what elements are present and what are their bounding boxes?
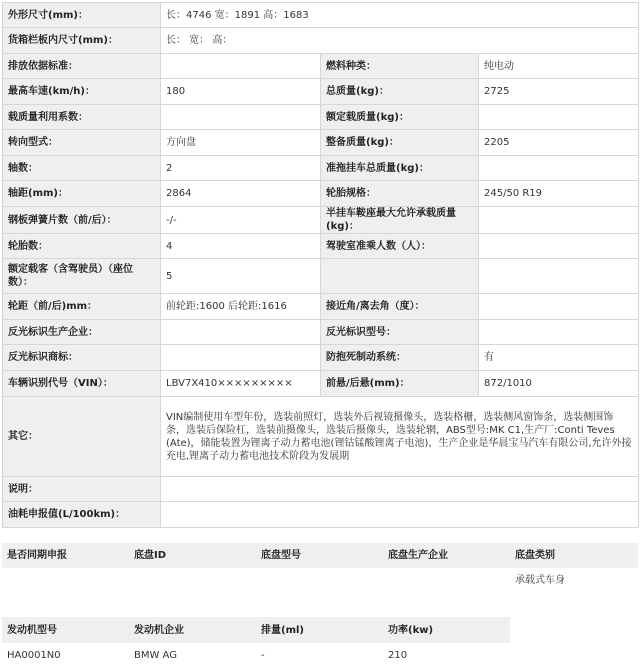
chassis-cell-chassis-type: 承载式车身 — [510, 568, 638, 592]
spec-label: 轴数： — [3, 156, 161, 181]
chassis-table — [2, 543, 638, 592]
spec-value — [479, 320, 639, 345]
spec-label: 油耗申报值(L/100km)： — [3, 502, 161, 528]
spec-label: 说明： — [3, 477, 161, 502]
spec-value — [479, 259, 639, 294]
chassis-header-chassis-id: 底盘ID — [129, 543, 256, 568]
spec-value: 2205 — [479, 130, 639, 156]
spec-row — [3, 345, 639, 371]
spec-value — [479, 294, 639, 320]
spec-label: 轮胎规格： — [321, 181, 479, 207]
spec-label: 前悬/后悬(mm)： — [321, 371, 479, 397]
spec-value: 245/50 R19 — [479, 181, 639, 207]
spec-label: 钢板弹簧片数（前/后）： — [3, 207, 161, 234]
spec-value: 5 — [161, 259, 321, 294]
spec-row — [3, 181, 639, 207]
spec-label: 半挂车鞍座最大允许承载质量(kg)： — [321, 207, 479, 234]
spec-label — [321, 259, 479, 294]
engine-header-maker: 发动机企业 — [129, 617, 256, 643]
spec-label: 反光标识商标： — [3, 345, 161, 371]
engine-header-blank — [510, 617, 638, 643]
spec-value: 2725 — [479, 79, 639, 105]
engine-cell-displacement: - — [256, 643, 383, 667]
spec-value — [161, 105, 321, 130]
spec-value: 2864 — [161, 181, 321, 207]
spec-label: 驾驶室准乘人数（人）： — [321, 234, 479, 259]
spec-label: 接近角/离去角（度）： — [321, 294, 479, 320]
spec-row — [3, 294, 639, 320]
chassis-cell-sync-declare — [2, 568, 129, 592]
spec-row — [3, 502, 639, 528]
spec-row — [3, 28, 639, 54]
spec-label: 反光标识型号： — [321, 320, 479, 345]
engine-header-displacement: 排量(ml) — [256, 617, 383, 643]
engine-cell-maker: BMW AG — [129, 643, 256, 667]
spec-label: 准拖挂车总质量(kg)： — [321, 156, 479, 181]
spec-value: VIN编制使用车型年份，选装前照灯，选装外后视镜摄像头，选装格栅，选装侧风窗饰条，选装侧围饰条，选装后保险杠，选装前摄像头，选装后摄像头，选装轮辋，ABS型号:MK C1,生产厂:Conti Teves (Ate)，储能装置为锂离子动力蓄电池(锂钴锰酸锂离子电池)，生产企业是华晨宝马汽车有限公司,允许外接充电,锂离子动力蓄电池技术阶段为发展期 — [161, 397, 639, 477]
engine-table — [2, 617, 638, 667]
spec-row — [3, 234, 639, 259]
spec-label: 最高车速(km/h)： — [3, 79, 161, 105]
spec-label: 转向型式： — [3, 130, 161, 156]
spec-label: 载质量利用系数： — [3, 105, 161, 130]
spec-row — [3, 259, 639, 294]
spec-row — [3, 79, 639, 105]
spec-label: 额定载客（含驾驶员）（座位数）： — [3, 259, 161, 294]
chassis-cell-chassis-id — [129, 568, 256, 592]
spec-label: 防抱死制动系统： — [321, 345, 479, 371]
spec-value: 纯电动 — [479, 54, 639, 79]
engine-header-power: 功率(kw) — [383, 617, 510, 643]
spec-label: 反光标识生产企业： — [3, 320, 161, 345]
spec-label: 排放依据标准： — [3, 54, 161, 79]
spec-label: 货箱栏板内尺寸(mm)： — [3, 28, 161, 54]
spec-value — [161, 54, 321, 79]
spec-value — [479, 156, 639, 181]
spec-value — [479, 207, 639, 234]
spec-value: 180 — [161, 79, 321, 105]
chassis-header-chassis-maker: 底盘生产企业 — [383, 543, 510, 568]
spec-label: 总质量(kg)： — [321, 79, 479, 105]
spec-value — [161, 477, 639, 502]
spec-row — [3, 371, 639, 397]
spec-value — [479, 234, 639, 259]
spec-label: 额定载质量(kg)： — [321, 105, 479, 130]
chassis-header-chassis-type: 底盘类别 — [510, 543, 638, 568]
spec-row — [3, 54, 639, 79]
spec-value: LBV7X410××××××××× — [161, 371, 321, 397]
spec-row — [3, 130, 639, 156]
spec-row — [3, 156, 639, 181]
spec-label: 车辆识别代号（VIN）： — [3, 371, 161, 397]
spec-value: 方向盘 — [161, 130, 321, 156]
spec-label: 轮距（前/后)mm： — [3, 294, 161, 320]
spec-row — [3, 105, 639, 130]
spec-value: 前轮距:1600 后轮距:1616 — [161, 294, 321, 320]
spec-label: 外形尺寸(mm)： — [3, 3, 161, 28]
spec-label: 轮胎数： — [3, 234, 161, 259]
chassis-header-chassis-model: 底盘型号 — [256, 543, 383, 568]
spec-row — [3, 320, 639, 345]
spec-label: 其它： — [3, 397, 161, 477]
engine-header-model: 发动机型号 — [2, 617, 129, 643]
chassis-cell-chassis-maker — [383, 568, 510, 592]
chassis-cell-chassis-model — [256, 568, 383, 592]
engine-cell-model: HA0001N0 — [2, 643, 129, 667]
spec-row — [3, 477, 639, 502]
spec-label: 轴距(mm)： — [3, 181, 161, 207]
spec-row — [3, 3, 639, 28]
engine-cell-blank — [510, 643, 638, 667]
spec-value: -/- — [161, 207, 321, 234]
spec-value — [479, 105, 639, 130]
chassis-header-sync-declare: 是否同期申报 — [2, 543, 129, 568]
spec-row — [3, 207, 639, 234]
spec-value — [161, 502, 639, 528]
spec-row — [3, 397, 639, 477]
engine-cell-power: 210 — [383, 643, 510, 667]
spec-value: 4 — [161, 234, 321, 259]
spec-value — [161, 345, 321, 371]
spec-value: 长： 宽： 高： — [161, 28, 639, 54]
spec-value: 2 — [161, 156, 321, 181]
spec-label: 整备质量(kg)： — [321, 130, 479, 156]
vehicle-spec-table — [2, 2, 639, 528]
spec-value: 有 — [479, 345, 639, 371]
spec-label: 燃料种类： — [321, 54, 479, 79]
spec-value: 872/1010 — [479, 371, 639, 397]
spec-value: 长：4746 宽：1891 高：1683 — [161, 3, 639, 28]
spec-value — [161, 320, 321, 345]
